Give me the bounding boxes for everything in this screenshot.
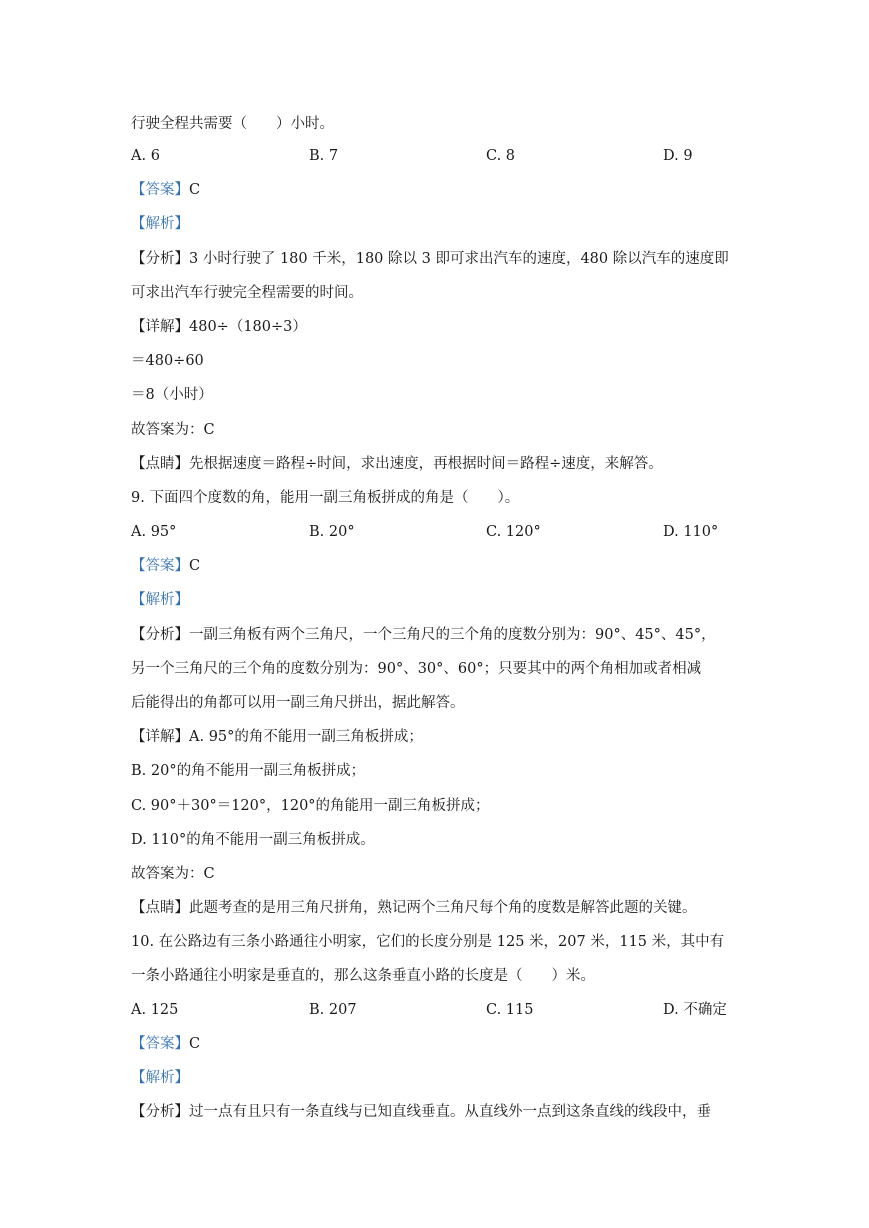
q8-calc-line-2: ＝480÷60 (131, 353, 204, 369)
q9-fenxi-line-3: 后能得出的角都可以用一副三角尺拼出，据此解答。 (131, 695, 465, 711)
xiangjie-tag: 【详解】 (131, 319, 189, 335)
q8-answer (131, 180, 200, 200)
answer-tag: 【答案】 (131, 182, 189, 198)
q10-option-c: C. 115 (486, 1002, 534, 1018)
dianjing-text: 此题考查的是用三角尺拼角，熟记两个三角尺每个角的度数是解答此题的关键。 (189, 900, 697, 916)
q9-line-c: C. 90°＋30°＝120°，120°的角能用一副三角板拼成； (131, 798, 490, 814)
answer-tag: 【答案】 (131, 1036, 189, 1052)
q8-fenxi-line-1 (131, 249, 729, 269)
q10-option-b: B. 207 (309, 1002, 357, 1018)
answer-tag: 【答案】 (131, 558, 189, 574)
xiangjie-text: 480÷（180÷3） (189, 319, 307, 335)
analysis-tag: 【解析】 (131, 1070, 189, 1086)
q8-stem-tail: 行驶全程共需要（ ）小时。 (131, 116, 334, 132)
fenxi-text: 3 小时行驶了 180 千米，180 除以 3 即可求出汽车的速度，480 除以汽车的速度即 (189, 251, 729, 267)
q9-analysis-heading (131, 590, 189, 610)
q9-line-d: D. 110°的角不能用一副三角板拼成。 (131, 832, 375, 848)
q8-xiangjie-line-1 (131, 317, 307, 337)
xiangjie-text: A. 95°的角不能用一副三角板拼成； (189, 729, 423, 745)
q9-stem: 9. 下面四个度数的角，能用一副三角板拼成的角是（ ）。 (131, 490, 520, 506)
q10-stem-line-2: 一条小路通往小明家是垂直的，那么这条垂直小路的长度是（ ）米。 (131, 968, 595, 984)
q8-analysis-heading (131, 214, 189, 234)
q9-line-b: B. 20°的角不能用一副三角板拼成； (131, 763, 366, 779)
q10-option-d: D. 不确定 (663, 1002, 727, 1018)
q10-stem-line-1: 10. 在公路边有三条小路通往小明家，它们的长度分别是 125 米，207 米，115 米，其中有 (131, 934, 725, 950)
q9-conclusion: 故答案为：C (131, 866, 215, 882)
q9-option-a: A. 95° (131, 524, 177, 540)
q8-option-d: D. 9 (663, 148, 693, 164)
fenxi-tag: 【分析】 (131, 1104, 189, 1120)
q8-option-c: C. 8 (486, 148, 516, 164)
q9-answer (131, 556, 200, 576)
fenxi-tag: 【分析】 (131, 251, 189, 267)
xiangjie-tag: 【详解】 (131, 729, 189, 745)
q9-option-d: D. 110° (663, 524, 719, 540)
q10-fenxi-line-1 (131, 1102, 711, 1122)
analysis-tag: 【解析】 (131, 592, 189, 608)
q9-fenxi-line-2: 另一个三角尺的三个角的度数分别为：90°、30°、60°；只要其中的两个角相加或者相减 (131, 661, 702, 677)
q8-dianjing (131, 454, 663, 474)
answer-value: C (189, 558, 201, 574)
fenxi-text: 过一点有且只有一条直线与已知直线垂直。从直线外一点到这条直线的线段中，垂 (189, 1104, 711, 1120)
q9-xiangjie-line-1 (131, 727, 423, 747)
answer-value: C (189, 1036, 201, 1052)
q8-calc-line-3: ＝8（小时） (131, 387, 213, 403)
q9-fenxi-line-1 (131, 625, 716, 645)
q8-fenxi-line-2: 可求出汽车行驶完全程需要的时间。 (131, 285, 363, 301)
q10-analysis-heading (131, 1068, 189, 1088)
q9-dianjing (131, 898, 697, 918)
q8-option-a: A. 6 (131, 148, 160, 164)
fenxi-tag: 【分析】 (131, 627, 189, 643)
q9-option-b: B. 20° (309, 524, 355, 540)
q8-conclusion: 故答案为：C (131, 422, 215, 438)
dianjing-tag: 【点睛】 (131, 900, 189, 916)
q8-option-b: B. 7 (309, 148, 339, 164)
q10-option-a: A. 125 (131, 1002, 179, 1018)
q9-option-c: C. 120° (486, 524, 541, 540)
dianjing-text: 先根据速度＝路程÷时间，求出速度，再根据时间＝路程÷速度，来解答。 (189, 456, 663, 472)
analysis-tag: 【解析】 (131, 216, 189, 232)
dianjing-tag: 【点睛】 (131, 456, 189, 472)
q10-answer (131, 1034, 200, 1054)
fenxi-text: 一副三角板有两个三角尺，一个三角尺的三个角的度数分别为：90°、45°、45°， (189, 627, 716, 643)
answer-value: C (189, 182, 201, 198)
